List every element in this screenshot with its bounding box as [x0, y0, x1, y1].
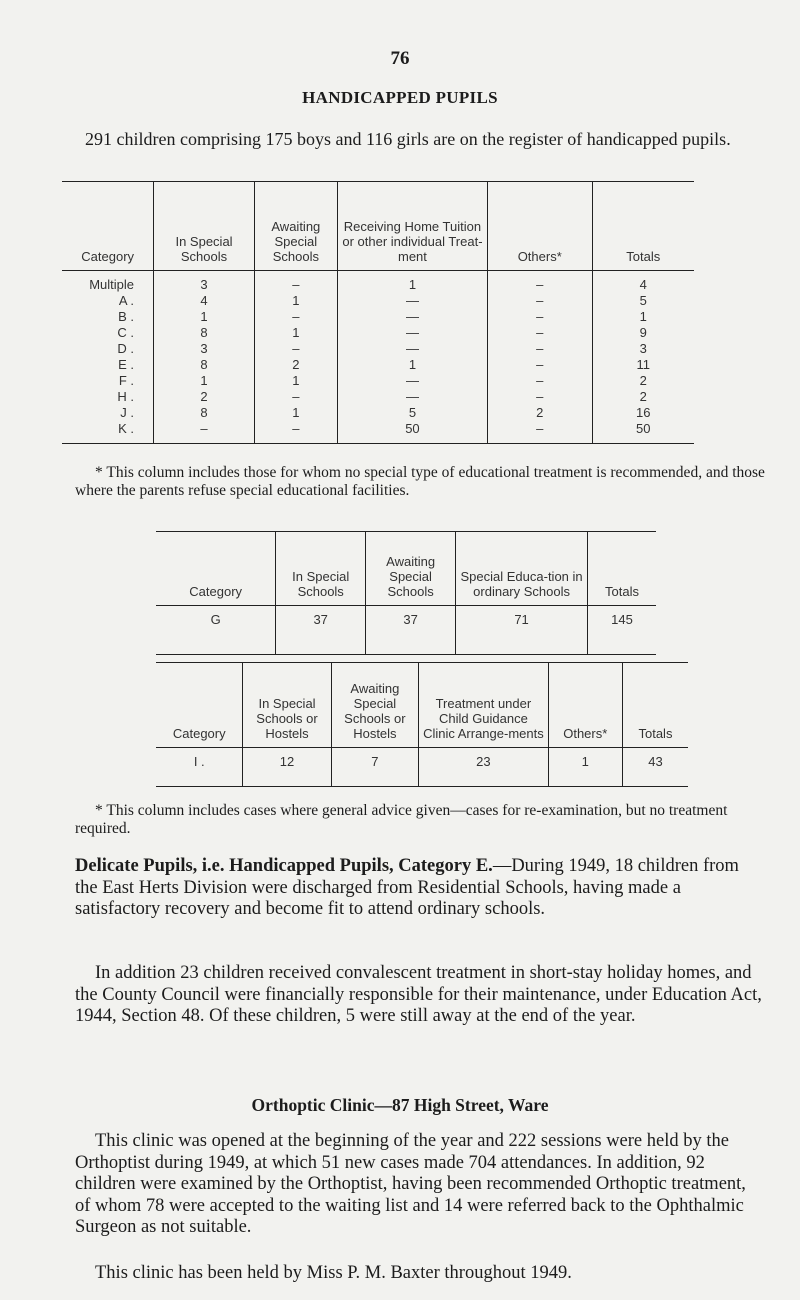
category-label: B . [118, 309, 134, 324]
convalescent-text: In addition 23 children received convalescent treatment in short-stay holiday homes, and the County Council were financially responsible for their maintenance, under Education Act, 1944, Section 48. Of these children, 5 were still away at the end of the year. [75, 963, 762, 1026]
table-row [62, 357, 694, 373]
column-header-category: Category [156, 532, 276, 606]
table-row [62, 309, 694, 325]
cell-totals: 2 [592, 373, 694, 389]
category-label: A . [118, 293, 134, 308]
category-label: K . [118, 421, 134, 436]
cell-special-schools: 4 [154, 293, 254, 309]
cell-others: – [487, 421, 592, 444]
table-row [62, 325, 694, 341]
orthoptic-text-1: This clinic was opened at the beginning of the year and 222 sessions were held by the Orthoptist during 1949, at which 51 new cases made 704 attendances. In addition, 92 children were examined by the Orthoptist, having been recommended Orthoptic treatment, of whom 78 were accepted to the waiting list and 14 were referred back to the Ophthalmic Surgeon as not suitable. [75, 1131, 746, 1237]
cell-awaiting: 7 [331, 748, 419, 787]
cell-special-schools: 3 [154, 271, 254, 294]
cell-category [62, 357, 154, 373]
column-header-child-guidance: Treatment under Child Guidance Clinic Arrange-ments [419, 663, 548, 748]
cell-special-schools: – [154, 421, 254, 444]
category-g-table [156, 531, 656, 655]
cell-special-schools: 8 [154, 405, 254, 421]
cell-home-tuition: — [337, 293, 487, 309]
orthoptic-paragraph-1 [75, 1131, 765, 1239]
cell-totals: 50 [592, 421, 694, 444]
column-header-special-schools: In Special Schools [276, 532, 366, 606]
cell-home-tuition: — [337, 325, 487, 341]
cell-awaiting: – [254, 271, 337, 294]
cell-category [62, 421, 154, 444]
cell-special-schools: 37 [276, 606, 366, 655]
intro-paragraph [65, 128, 755, 150]
cell-home-tuition: 1 [337, 357, 487, 373]
category-label: D . [117, 341, 134, 356]
footnote-others [75, 464, 765, 500]
cell-special-schools: 3 [154, 341, 254, 357]
cell-special-schools: 8 [154, 325, 254, 341]
cell-category [62, 341, 154, 357]
cell-others: – [487, 271, 592, 294]
cell-totals: 1 [592, 309, 694, 325]
delicate-lead: Delicate Pupils, i.e. Handicapped Pupils, Category E. [75, 856, 493, 876]
page-title: HANDICAPPED PUPILS [302, 88, 498, 107]
column-header-others: Others* [487, 182, 592, 271]
table-row [62, 271, 694, 294]
cell-awaiting: – [254, 341, 337, 357]
column-header-category: Category [62, 182, 154, 271]
column-header-awaiting: Awaiting Special Schools [254, 182, 337, 271]
column-header-totals: Totals [622, 663, 688, 748]
cell-category: I . [156, 748, 243, 787]
cell-awaiting: 2 [254, 357, 337, 373]
column-header-ordinary-schools: Special Educa-tion in ordinary Schools [456, 532, 588, 606]
category-i-table [156, 662, 688, 787]
cell-totals: 3 [592, 341, 694, 357]
table-row [62, 421, 694, 444]
column-header-totals: Totals [587, 532, 656, 606]
cell-others: – [487, 293, 592, 309]
footnote-text: * This column includes those for whom no special type of educational treatment is recommended, and those where the parents refuse special educational facilities. [75, 464, 765, 499]
column-header-awaiting: Awaiting Special Schools [366, 532, 456, 606]
cell-awaiting: 1 [254, 325, 337, 341]
orthoptic-heading: Orthoptic Clinic—87 High Street, Ware [251, 1095, 549, 1115]
table-row [62, 341, 694, 357]
table-row [62, 389, 694, 405]
category-label: E . [118, 357, 134, 372]
column-header-home-tuition: Receiving Home Tuition or other individual Treat-ment [337, 182, 487, 271]
category-label: J . [120, 405, 134, 420]
cell-ordinary-schools: 71 [456, 606, 588, 655]
cell-special-schools: 1 [154, 309, 254, 325]
cell-awaiting: 1 [254, 405, 337, 421]
cell-others: 1 [548, 748, 622, 787]
cell-totals: 145 [587, 606, 656, 655]
cell-home-tuition: — [337, 341, 487, 357]
cell-others: – [487, 309, 592, 325]
cell-totals: 43 [622, 748, 688, 787]
delicate-pupils-paragraph [75, 856, 765, 921]
cell-special-schools: 8 [154, 357, 254, 373]
cell-totals: 11 [592, 357, 694, 373]
cell-others: – [487, 341, 592, 357]
handicapped-categories-table [62, 181, 694, 444]
cell-awaiting: 37 [366, 606, 456, 655]
table-row [156, 748, 688, 787]
cell-home-tuition: — [337, 389, 487, 405]
cell-awaiting: – [254, 421, 337, 444]
cell-awaiting: – [254, 389, 337, 405]
cell-others: – [487, 389, 592, 405]
cell-category [62, 325, 154, 341]
cell-others: – [487, 373, 592, 389]
cell-others: – [487, 357, 592, 373]
cell-category [62, 405, 154, 421]
cell-totals: 5 [592, 293, 694, 309]
table-row [156, 606, 656, 655]
cell-special-schools: 2 [154, 389, 254, 405]
column-header-special-schools: In Special Schools [154, 182, 254, 271]
footnote-others-2 [75, 802, 765, 838]
orthoptic-text-2: This clinic has been held by Miss P. M. Baxter throughout 1949. [95, 1263, 572, 1283]
cell-special-schools: 12 [243, 748, 331, 787]
category-label: C . [117, 325, 134, 340]
cell-home-tuition: 1 [337, 271, 487, 294]
cell-child-guidance: 23 [419, 748, 548, 787]
column-header-special-schools: In Special Schools or Hostels [243, 663, 331, 748]
table-row [62, 405, 694, 421]
intro-text: 291 children comprising 175 boys and 116 girls are on the register of handicapped pupils. [85, 129, 731, 149]
cell-awaiting: 1 [254, 293, 337, 309]
footnote-text: * This column includes cases where general advice given—cases for re-examination, but no treatment required. [75, 802, 728, 837]
page-number: 76 [390, 48, 410, 69]
cell-totals: 2 [592, 389, 694, 405]
category-label: F . [118, 373, 134, 388]
cell-category [62, 271, 154, 294]
table-row [62, 373, 694, 389]
column-header-category: Category [156, 663, 243, 748]
column-header-awaiting: Awaiting Special Schools or Hostels [331, 663, 419, 748]
delicate-text: —During 1949, 18 children from the East Herts Division were discharged from Residential Schools, having made a satisfactory recovery and become fit to attend ordinary schools. [75, 856, 739, 919]
cell-home-tuition: — [337, 309, 487, 325]
cell-awaiting: – [254, 309, 337, 325]
cell-totals: 4 [592, 271, 694, 294]
column-header-others: Others* [548, 663, 622, 748]
column-header-totals: Totals [592, 182, 694, 271]
cell-category [62, 373, 154, 389]
cell-category [62, 389, 154, 405]
cell-category [62, 309, 154, 325]
orthoptic-paragraph-2 [75, 1263, 765, 1285]
category-label: H . [117, 389, 134, 404]
cell-category [62, 293, 154, 309]
cell-totals: 9 [592, 325, 694, 341]
cell-home-tuition: 50 [337, 421, 487, 444]
cell-category: G [156, 606, 276, 655]
cell-others: 2 [487, 405, 592, 421]
convalescent-paragraph [75, 963, 765, 1028]
cell-home-tuition: 5 [337, 405, 487, 421]
cell-awaiting: 1 [254, 373, 337, 389]
table-row [62, 293, 694, 309]
category-label: Multiple [89, 277, 134, 292]
cell-totals: 16 [592, 405, 694, 421]
cell-others: – [487, 325, 592, 341]
cell-special-schools: 1 [154, 373, 254, 389]
cell-home-tuition: — [337, 373, 487, 389]
